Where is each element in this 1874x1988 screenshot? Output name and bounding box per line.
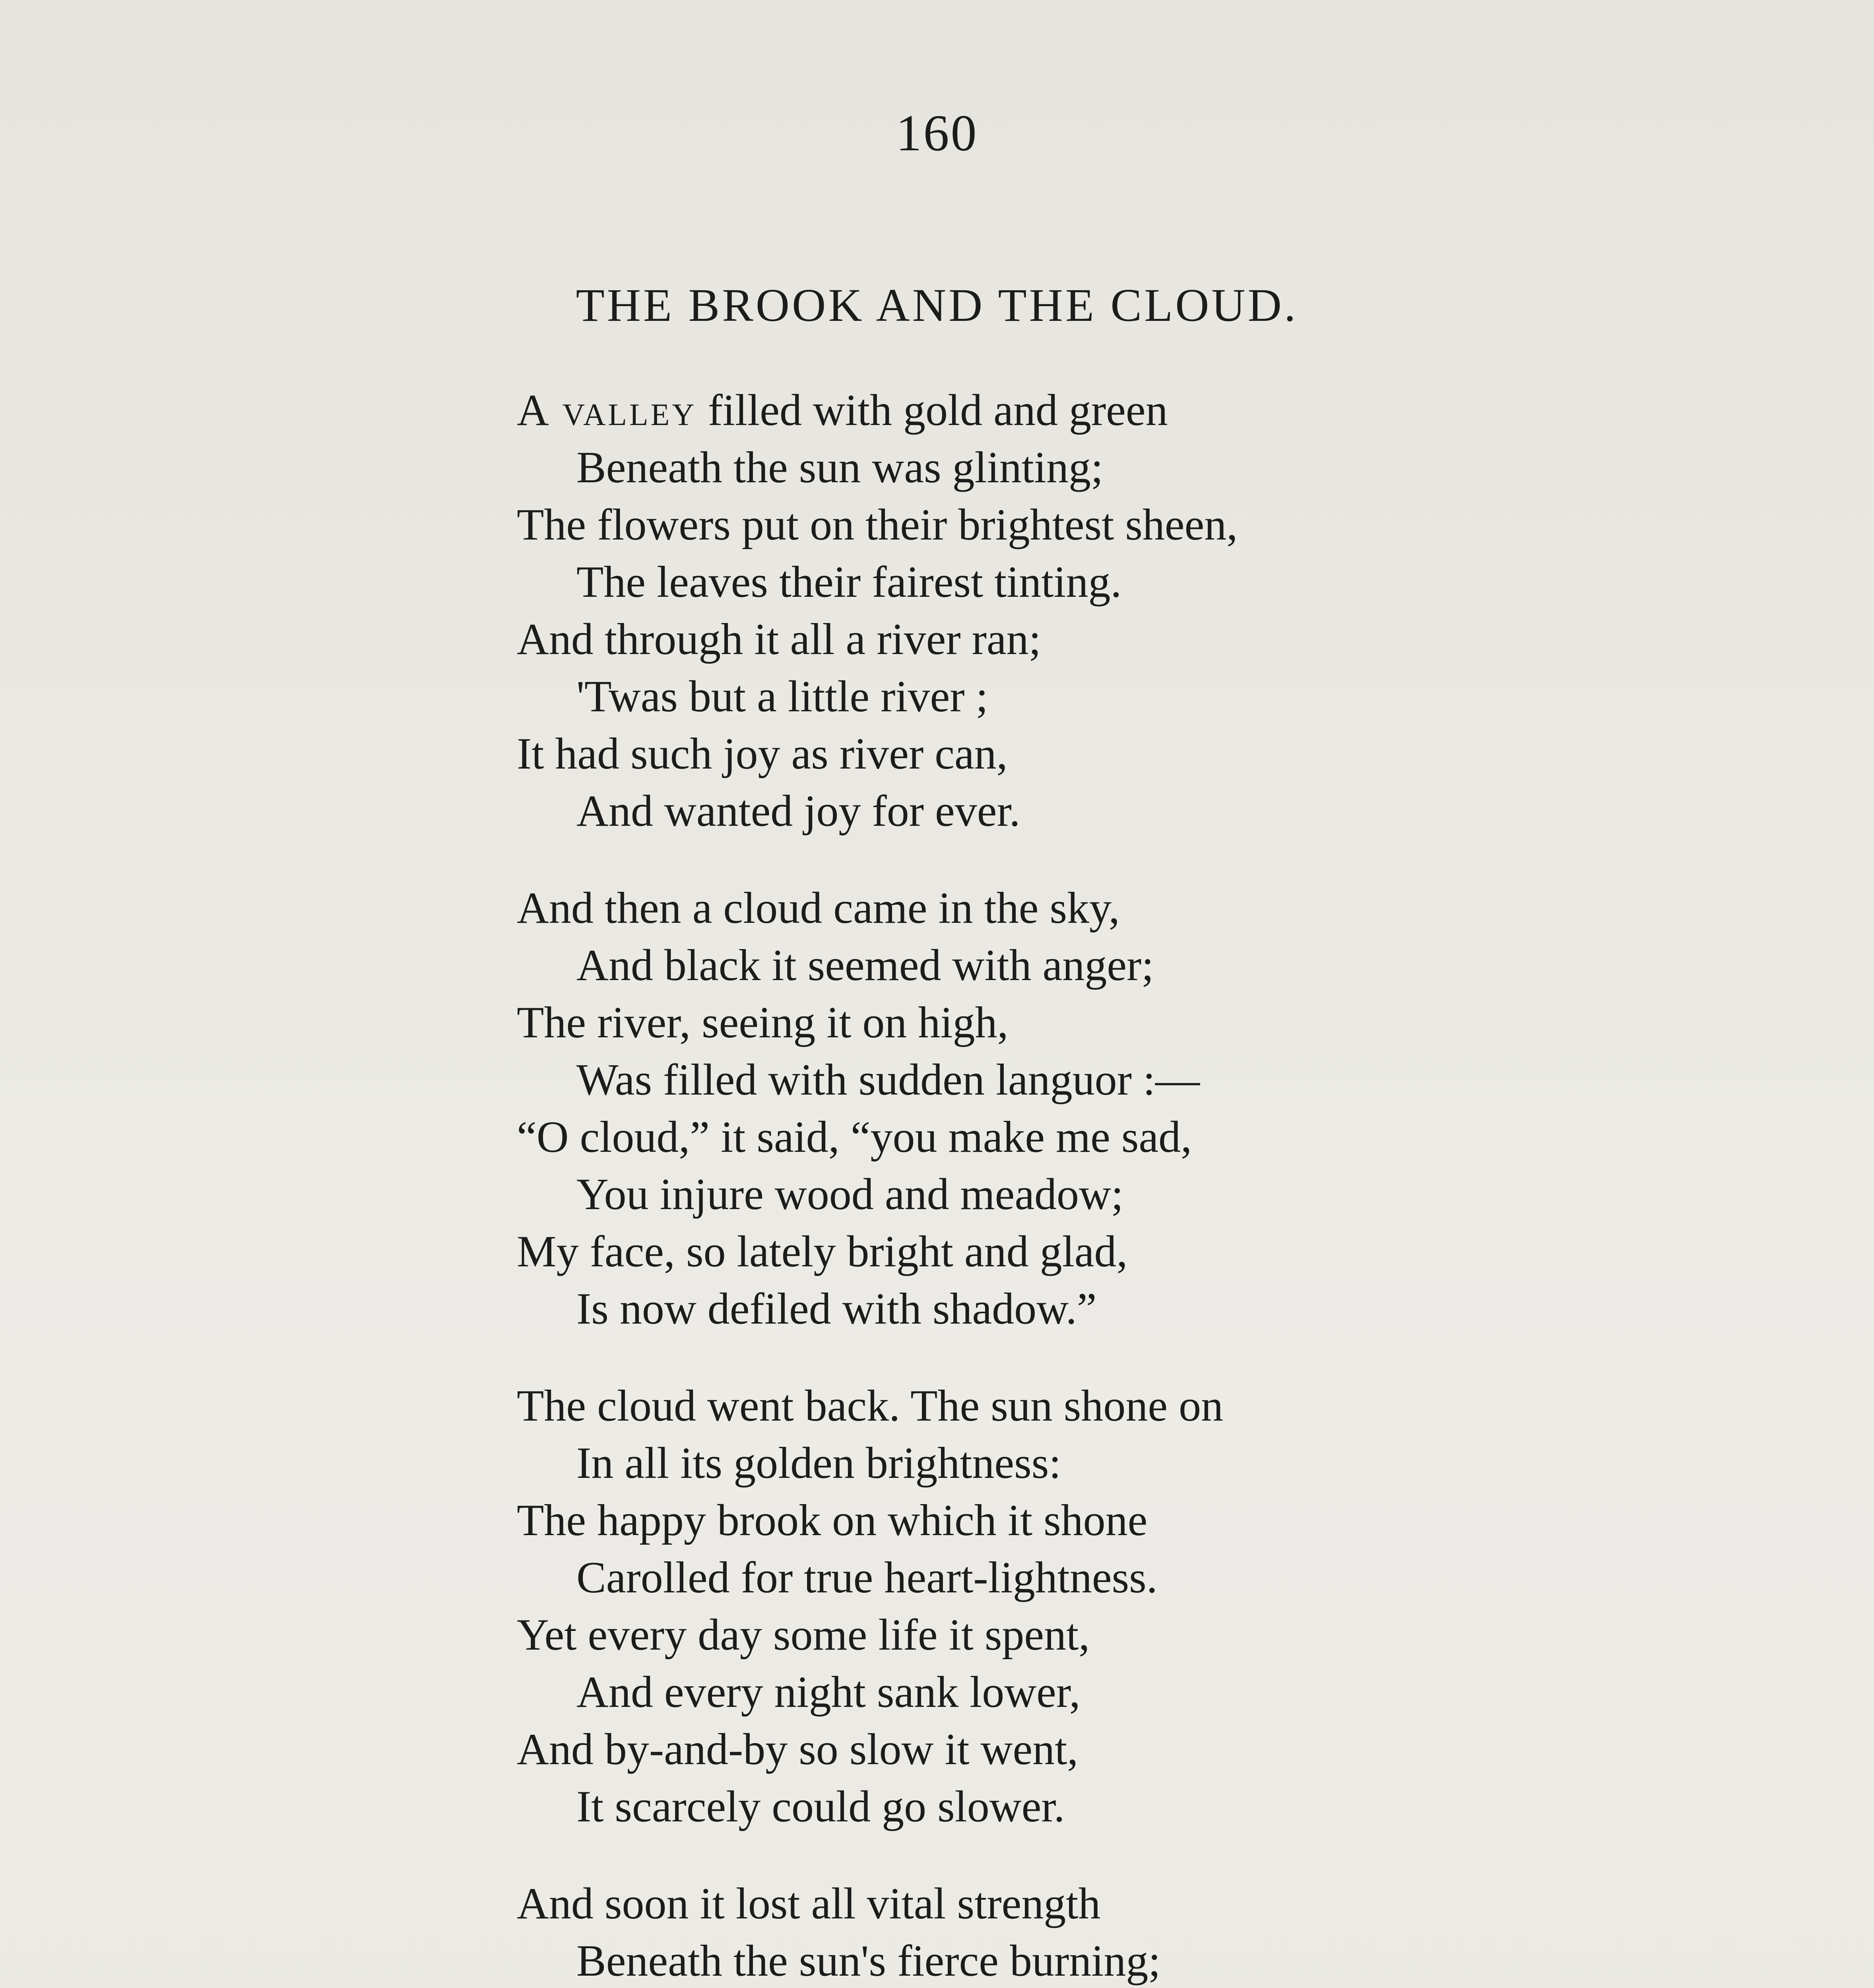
poem-line: “O cloud,” it said, “you make me sad, (517, 1112, 1192, 1162)
poem-body (517, 382, 1789, 1988)
poem-line: The river, seeing it on high, (517, 998, 1009, 1047)
stanza-4 (517, 1875, 1789, 1988)
stanza-3 (517, 1377, 1789, 1835)
poem-line: It scarcely could go slower. (576, 1782, 1065, 1831)
poem-line: Is now defiled with shadow.” (576, 1284, 1097, 1334)
poem-line: My face, so lately bright and glad, (517, 1227, 1128, 1276)
poem-line: It had such joy as river can, (517, 729, 1008, 779)
poem-line (517, 382, 1789, 439)
poem-line: And then a cloud came in the sky, (517, 883, 1120, 933)
poem-line: Yet every day some life it spent, (517, 1610, 1090, 1660)
poem-line: The leaves their fairest tinting. (576, 557, 1122, 607)
poem-line: And every night sank lower, (576, 1668, 1081, 1717)
poem-line-rest: filled with gold and green (696, 386, 1168, 435)
poem-line: And soon it lost all vital strength (517, 1879, 1101, 1928)
poem-line: The flowers put on their brightest sheen, (517, 500, 1238, 549)
stanza-2 (517, 879, 1789, 1338)
poem-line: Was filled with sudden languor :— (576, 1055, 1200, 1105)
poem-line: Beneath the sun's fierce burning; (576, 1936, 1161, 1986)
stanza-1 (517, 382, 1789, 840)
poem-line: 'Twas but a little river ; (576, 672, 988, 721)
poem-line: And by-and-by so slow it went, (517, 1725, 1079, 1774)
poem-line: And through it all a river ran; (517, 615, 1041, 664)
poem-line: The happy brook on which it shone (517, 1496, 1148, 1545)
poem-line: The cloud went back. The sun shone on (517, 1381, 1224, 1431)
page-number: 160 (896, 105, 978, 162)
small-caps-opening: A valley (517, 386, 697, 435)
poem-line: And wanted joy for ever. (576, 786, 1020, 836)
poem-line: You injure wood and meadow; (576, 1170, 1124, 1219)
poem-line: Carolled for true heart-lightness. (576, 1553, 1158, 1602)
poem-line: In all its golden brightness: (576, 1439, 1061, 1488)
poem-line: And black it seemed with anger; (576, 941, 1154, 990)
poem-line: Beneath the sun was glinting; (576, 443, 1104, 492)
poem-title: THE BROOK AND THE CLOUD. (576, 279, 1298, 331)
